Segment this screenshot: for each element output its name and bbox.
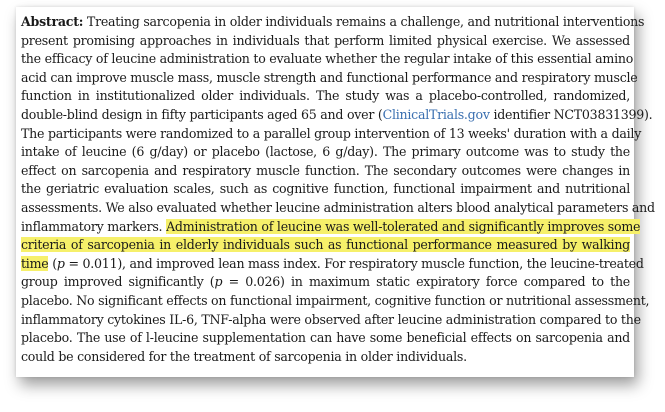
highlighted-text: time (21, 255, 49, 271)
p-value-symbol: p (214, 274, 223, 290)
text-segment: group improved significantly ( (21, 274, 215, 290)
highlighted-text: criteria of sarcopenia in elderly individuals such as functional performance measured by walking (21, 237, 630, 253)
text-segment: effect on sarcopenia and respiratory muscle function. The secondary outcomes were changes in (21, 162, 630, 178)
abstract-line (21, 236, 630, 255)
text-segment: = 0.011), and improved lean mass index. For respiratory muscle function, the leucine-treated (64, 255, 644, 271)
text-segment: present promising approaches in individuals that perform limited physical exercise. We assessed (21, 32, 630, 48)
abstract-line (21, 106, 653, 125)
text-segment: = 0.026) in maximum static expiratory force compared to the (222, 274, 631, 290)
abstract-card (16, 7, 655, 377)
text-segment: double-blind design in fifty participants aged 65 and over ( (21, 106, 383, 122)
text-segment: The participants were randomized to a parallel group intervention of 13 weeks' duration with a daily (21, 125, 642, 141)
text-segment: identifier NCT03831399). (489, 106, 653, 122)
text-segment: the efficacy of leucine administration to evaluate whether the regular intake of this essential amino (21, 51, 634, 67)
text-segment: inflammatory cytokines IL-6, TNF-alpha were observed after leucine administration compared to the (21, 311, 641, 327)
text-segment: placebo. No significant effects on functional impairment, cognitive function or nutritional assessment, (21, 292, 650, 308)
clinicaltrials-link[interactable]: ClinicalTrials.gov (382, 106, 490, 122)
text-segment: placebo. The use of l-leucine supplementation can have some beneficial effects on sarcopenia and (21, 330, 630, 346)
abstract-line (21, 13, 645, 32)
abstract-line (21, 125, 642, 144)
abstract-line (21, 143, 630, 162)
abstract-line (21, 311, 641, 330)
abstract-line (21, 218, 641, 237)
text-segment: the geriatric evaluation scales, such as cognitive function, functional impairment and nutritional (21, 181, 630, 197)
abstract-line (21, 329, 630, 348)
abstract-line (21, 87, 630, 106)
abstract-line (21, 69, 638, 88)
abstract-line (21, 50, 634, 69)
abstract-line (21, 180, 630, 199)
text-segment: inflammatory markers. (21, 218, 167, 234)
text-segment: assessments. We also evaluated whether leucine administration alters blood analytical parameters and (21, 199, 655, 215)
text-segment: acid can improve muscle mass, muscle strength and functional performance and respiratory muscle (21, 69, 638, 85)
text-segment: intake of leucine (6 g/day) or placebo (lactose, 6 g/day). The primary outcome was to study the (21, 144, 630, 160)
p-value-symbol: p (56, 255, 65, 271)
text-segment: Treating sarcopenia in older individuals remains a challenge, and nutritional interventions (83, 14, 645, 29)
abstract-line (21, 255, 644, 274)
abstract-line (21, 273, 630, 292)
abstract-line (21, 292, 650, 311)
abstract-text (21, 13, 655, 366)
highlighted-text: Administration of leucine was well-tolerated and significantly improves some (166, 218, 641, 234)
abstract-heading: Abstract: (21, 14, 84, 29)
abstract-line (21, 162, 630, 181)
text-segment: ( (48, 255, 57, 271)
abstract-line (21, 348, 630, 367)
text-segment: could be considered for the treatment of sarcopenia in older individuals. (21, 348, 467, 364)
abstract-line (21, 32, 630, 51)
abstract-line (21, 199, 655, 218)
text-segment: function in institutionalized older individuals. The study was a placebo-controlled, randomized, (21, 88, 630, 104)
